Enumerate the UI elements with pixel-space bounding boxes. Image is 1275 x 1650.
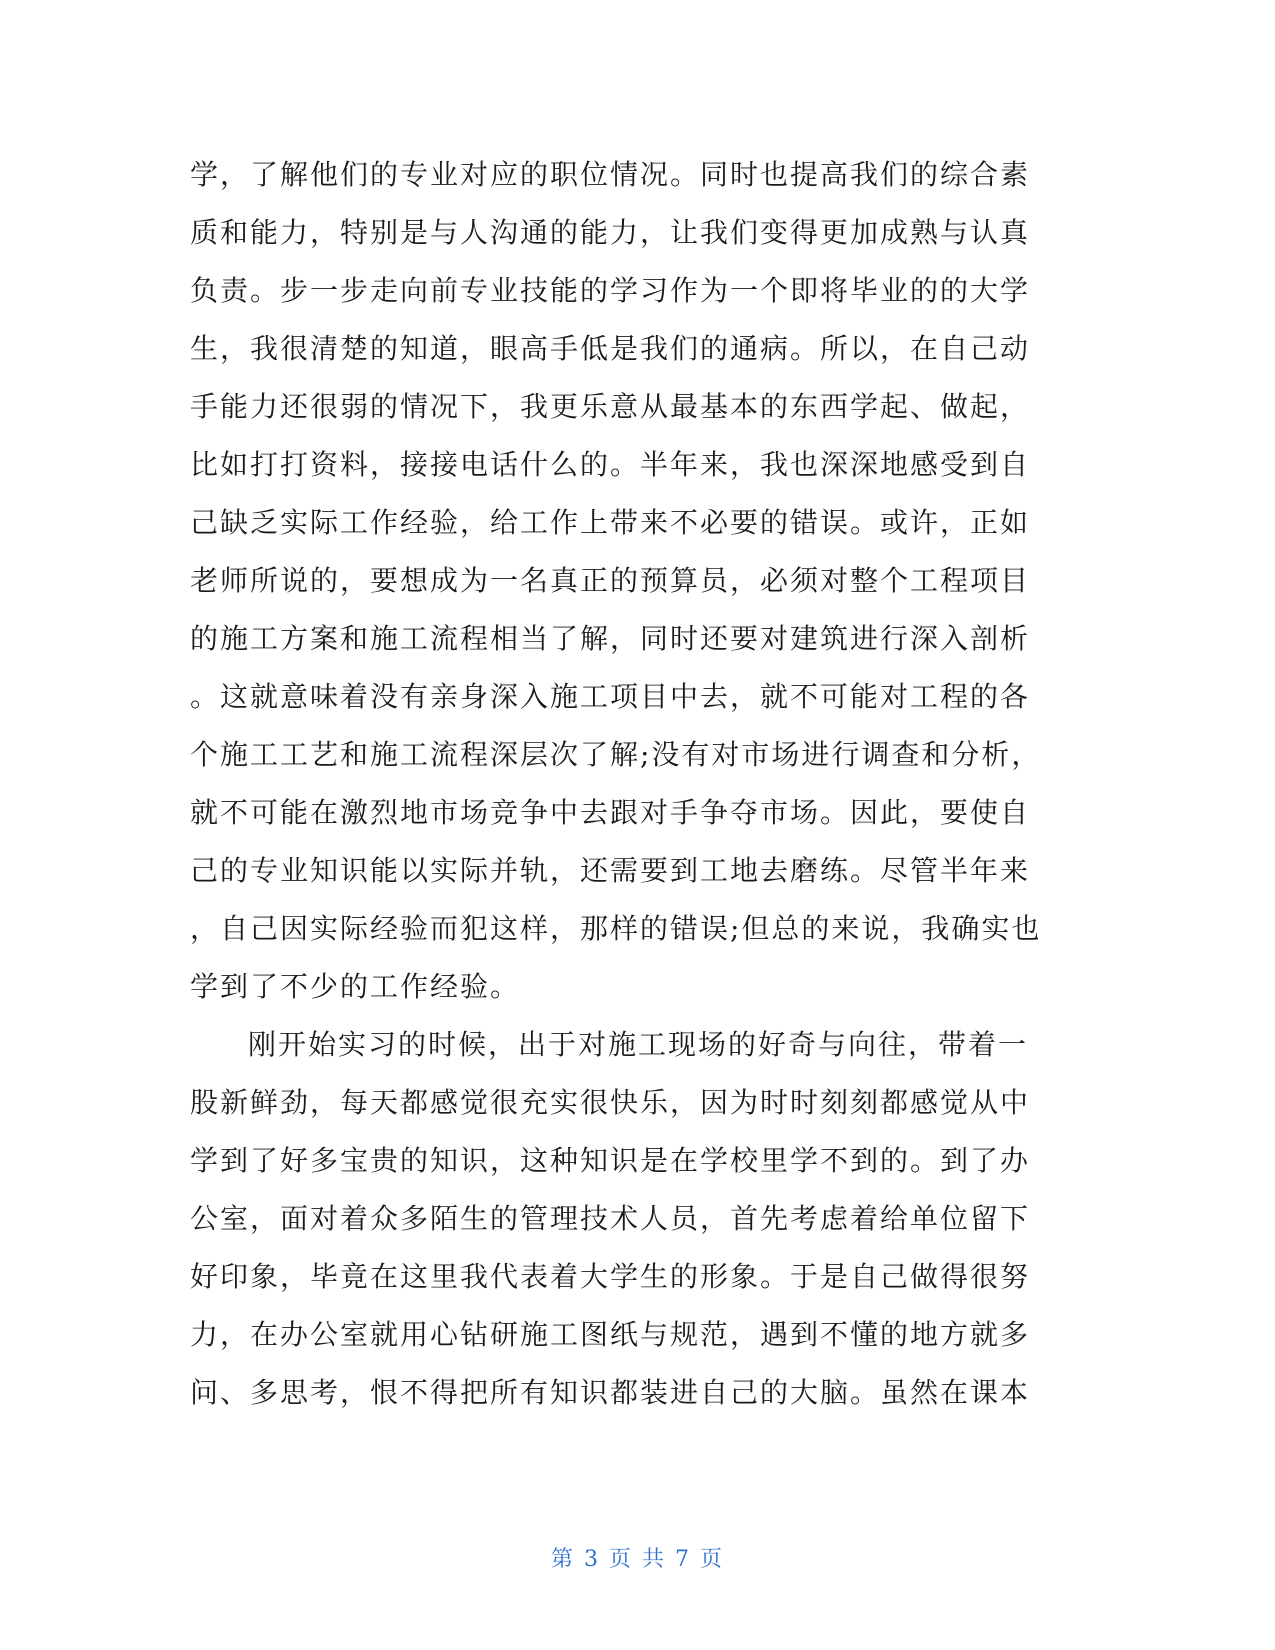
text-line: 。这就意味着没有亲身深入施工项目中去，就不可能对工程的各 — [190, 680, 1031, 713]
text-line: 就不可能在激烈地市场竞争中去跟对手争夺市场。因此，要使自 — [190, 796, 1031, 829]
text-line: 负责。步一步走向前专业技能的学习作为一个即将毕业的的大学 — [190, 274, 1031, 307]
text-line: ，自己因实际经验而犯这样，那样的错误;但总的来说，我确实也 — [190, 912, 1042, 945]
text-line: 的施工方案和施工流程相当了解，同时还要对建筑进行深入剖析 — [190, 622, 1031, 655]
paragraph-first-line: 刚开始实习的时候，出于对施工现场的好奇与向往，带着一 — [248, 1028, 1029, 1061]
text-line: 公室，面对着众多陌生的管理技术人员，首先考虑着给单位留下 — [190, 1202, 1031, 1235]
text-line: 学，了解他们的专业对应的职位情况。同时也提高我们的综合素 — [190, 158, 1031, 191]
text-line: 好印象，毕竟在这里我代表着大学生的形象。于是自己做得很努 — [190, 1260, 1031, 1293]
page-footer — [0, 1542, 1275, 1573]
body-text — [190, 146, 1085, 1422]
text-line: 己的专业知识能以实际并轨，还需要到工地去磨练。尽管半年来 — [190, 854, 1031, 887]
text-line: 股新鲜劲，每天都感觉很充实很快乐，因为时时刻刻都感觉从中 — [190, 1086, 1031, 1119]
text-line: 质和能力，特别是与人沟通的能力，让我们变得更加成熟与认真 — [190, 216, 1031, 249]
text-line: 问、多思考，恨不得把所有知识都装进自己的大脑。虽然在课本 — [190, 1376, 1031, 1409]
text-line: 手能力还很弱的情况下，我更乐意从最基本的东西学起、做起， — [190, 390, 1031, 423]
text-line: 个施工工艺和施工流程深层次了解;没有对市场进行调查和分析， — [190, 738, 1042, 771]
page-number-label: 第 3 页 共 7 页 — [551, 1547, 724, 1572]
text-line: 力，在办公室就用心钻研施工图纸与规范，遇到不懂的地方就多 — [190, 1318, 1031, 1351]
text-line: 己缺乏实际工作经验，给工作上带来不必要的错误。或许，正如 — [190, 506, 1031, 539]
text-line: 学到了不少的工作经验。 — [190, 970, 521, 1003]
text-line: 比如打打资料，接接电话什么的。半年来，我也深深地感受到自 — [190, 448, 1031, 481]
text-line: 学到了好多宝贵的知识，这种知识是在学校里学不到的。到了办 — [190, 1144, 1031, 1177]
text-line: 生，我很清楚的知道，眼高手低是我们的通病。所以，在自己动 — [190, 332, 1031, 365]
text-line: 老师所说的，要想成为一名真正的预算员，必须对整个工程项目 — [190, 564, 1031, 597]
